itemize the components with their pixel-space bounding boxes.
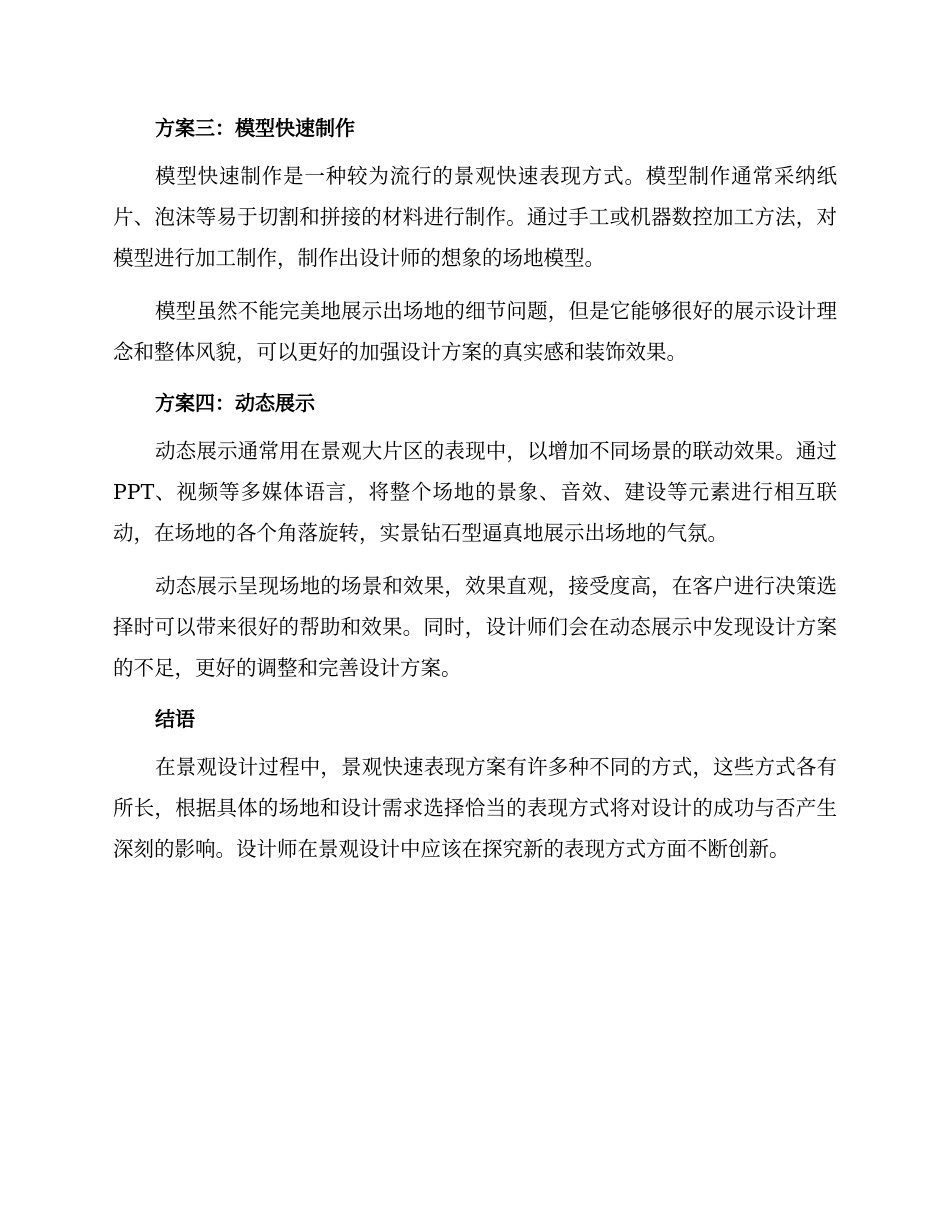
paragraph-dynamic-benefits: 动态展示呈现场地的场景和效果，效果直观，接受度高，在客户进行决策选择时可以带来很好的帮助和效果。同时，设计师们会在动态展示中发现设计方案的不足，更好的调整和完善设计方案。	[113, 574, 837, 680]
paragraph-model-intro: 模型快速制作是一种较为流行的景观快速表现方式。模型制作通常采纳纸片、泡沫等易于切割和拼接的材料进行制作。通过手工或机器数控加工方法，对模型进行加工制作，制作出设计师的想象的场地模型。	[113, 164, 837, 270]
document-page	[113, 108, 837, 870]
paragraph-conclusion: 在景观设计过程中，景观快速表现方案有许多种不同的方式，这些方式各有所长，根据具体的场地和设计需求选择恰当的表现方式将对设计的成功与否产生深刻的影响。设计师在景观设计中应该在探究新的表现方式方面不断创新。	[113, 755, 837, 861]
section-heading-model: 方案三：模型快速制作	[155, 116, 355, 140]
section-heading-conclusion: 结语	[155, 707, 195, 731]
paragraph-dynamic-intro: 动态展示通常用在景观大片区的表现中，以增加不同场景的联动效果。通过PPT、视频等多媒体语言，将整个场地的景象、音效、建设等元素进行相互联动，在场地的各个角落旋转，实景钻石型逼真地展示出场地的气氛。	[113, 439, 837, 545]
section-heading-dynamic: 方案四：动态展示	[155, 391, 315, 415]
paragraph-model-benefits: 模型虽然不能完美地展示出场地的细节问题，但是它能够很好的展示设计理念和整体风貌，可以更好的加强设计方案的真实感和装饰效果。	[113, 299, 837, 364]
